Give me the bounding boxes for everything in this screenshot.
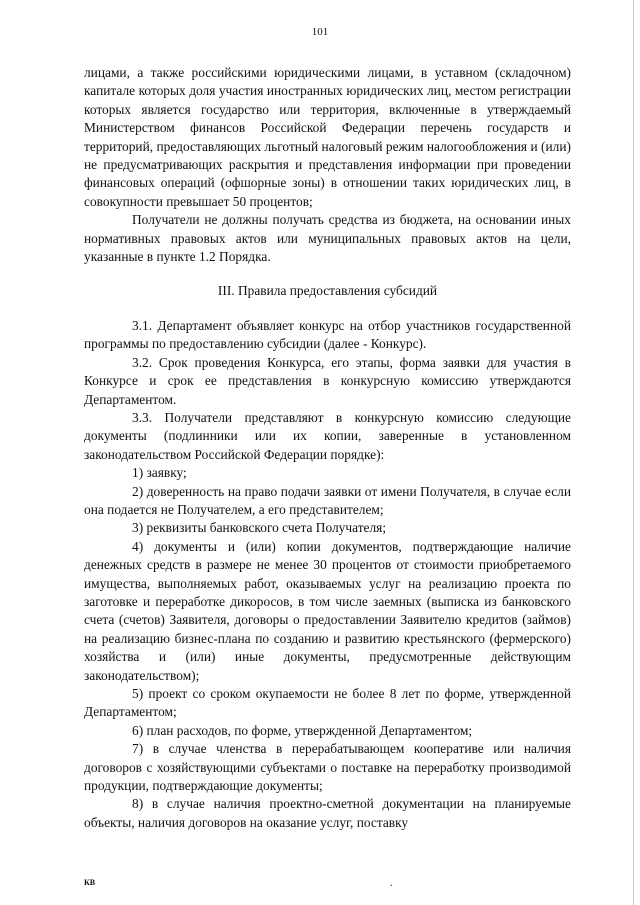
list-item-7: 7) в случае членства в перерабатывающем кооперативе или наличия договоров с хозяйствующими субъектами о поставке на переработку производимой продукции, подтверждающие документы; (84, 741, 571, 794)
list-item-5: 5) проект со сроком окупаемости не более 8 лет по форме, утвержденной Департаментом; (84, 686, 571, 720)
footer-mark: КВ (84, 878, 96, 887)
page-edge-line (633, 0, 634, 905)
page-number: 101 (311, 26, 329, 38)
list-item-1: 1) заявку; (132, 465, 187, 481)
section-heading: III. Правила предоставления субсидий (217, 283, 438, 299)
paragraph-continuation: лицами, а также российскими юридическими лицами, в уставном (складочном) капитале которых доля участия иностранных юридических лиц, местом регистрации которых является государство или территория, включенные в утверждаемый Министерством финансов Российской Федерации перечень государств и территорий, предоставляющих льготный налоговый режим налогообложения и (или) не предусматривающих раскрытия и представления информации при проведении финансовых операций (офшорные зоны) в отношении таких юридических лиц, в совокупности превышает 50 процентов; (84, 65, 571, 209)
list-item-4: 4) документы и (или) копии документов, подтверждающие наличие денежных средств в размере не менее 30 процентов от стоимости приобретаемого имущества, выполняемых работ, оказываемых услуг на реализацию проекта по заготовке и переработке дикоросов, в том числе заемных (выписка из банковского счета (счетов) Заявителя, договоры о предоставлении Заявителю кредитов (займов) на реализацию бизнес-плана по созданию и развитию крестьянского (фермерского) хозяйства и (или) иные документы, предусмотренные действующим законодательством); (84, 538, 571, 683)
clause-3-1: 3.1. Департамент объявляет конкурс на отбор участников государственной программы по предоставлению субсидии (далее - Конкурс). (84, 317, 571, 352)
paragraph-recipients-budget: Получатели не должны получать средства из бюджета, на основании иных нормативных правовых актов или муниципальных правовых актов на цели, указанные в пункте 1.2 Порядка. (84, 212, 571, 265)
list-item-3: 3) реквизиты банковского счета Получателя; (132, 520, 387, 536)
document-body (84, 64, 571, 832)
clause-3-2: 3.2. Срок проведения Конкурса, его этапы, форма заявки для участия в Конкурсе и срок ее представления в конкурсную комиссию утверждаются Департаментом. (84, 354, 571, 407)
footer-dot: . (390, 878, 393, 889)
list-item-6: 6) план расходов, по форме, утвержденной Департаментом; (132, 722, 473, 738)
clause-3-3: 3.3. Получатели представляют в конкурсную комиссию следующие документы (подлинники или их копии, заверенные в установленном законодательством Российской Федерации порядке): (84, 409, 571, 462)
list-item-2: 2) доверенность на право подачи заявки от имени Получателя, в случае если она подается не Получателем, а его представителем; (84, 483, 571, 517)
list-item-8: 8) в случае наличия проектно-сметной документации на планируемые объекты, наличия договоров на оказание услуг, поставку (84, 796, 571, 830)
